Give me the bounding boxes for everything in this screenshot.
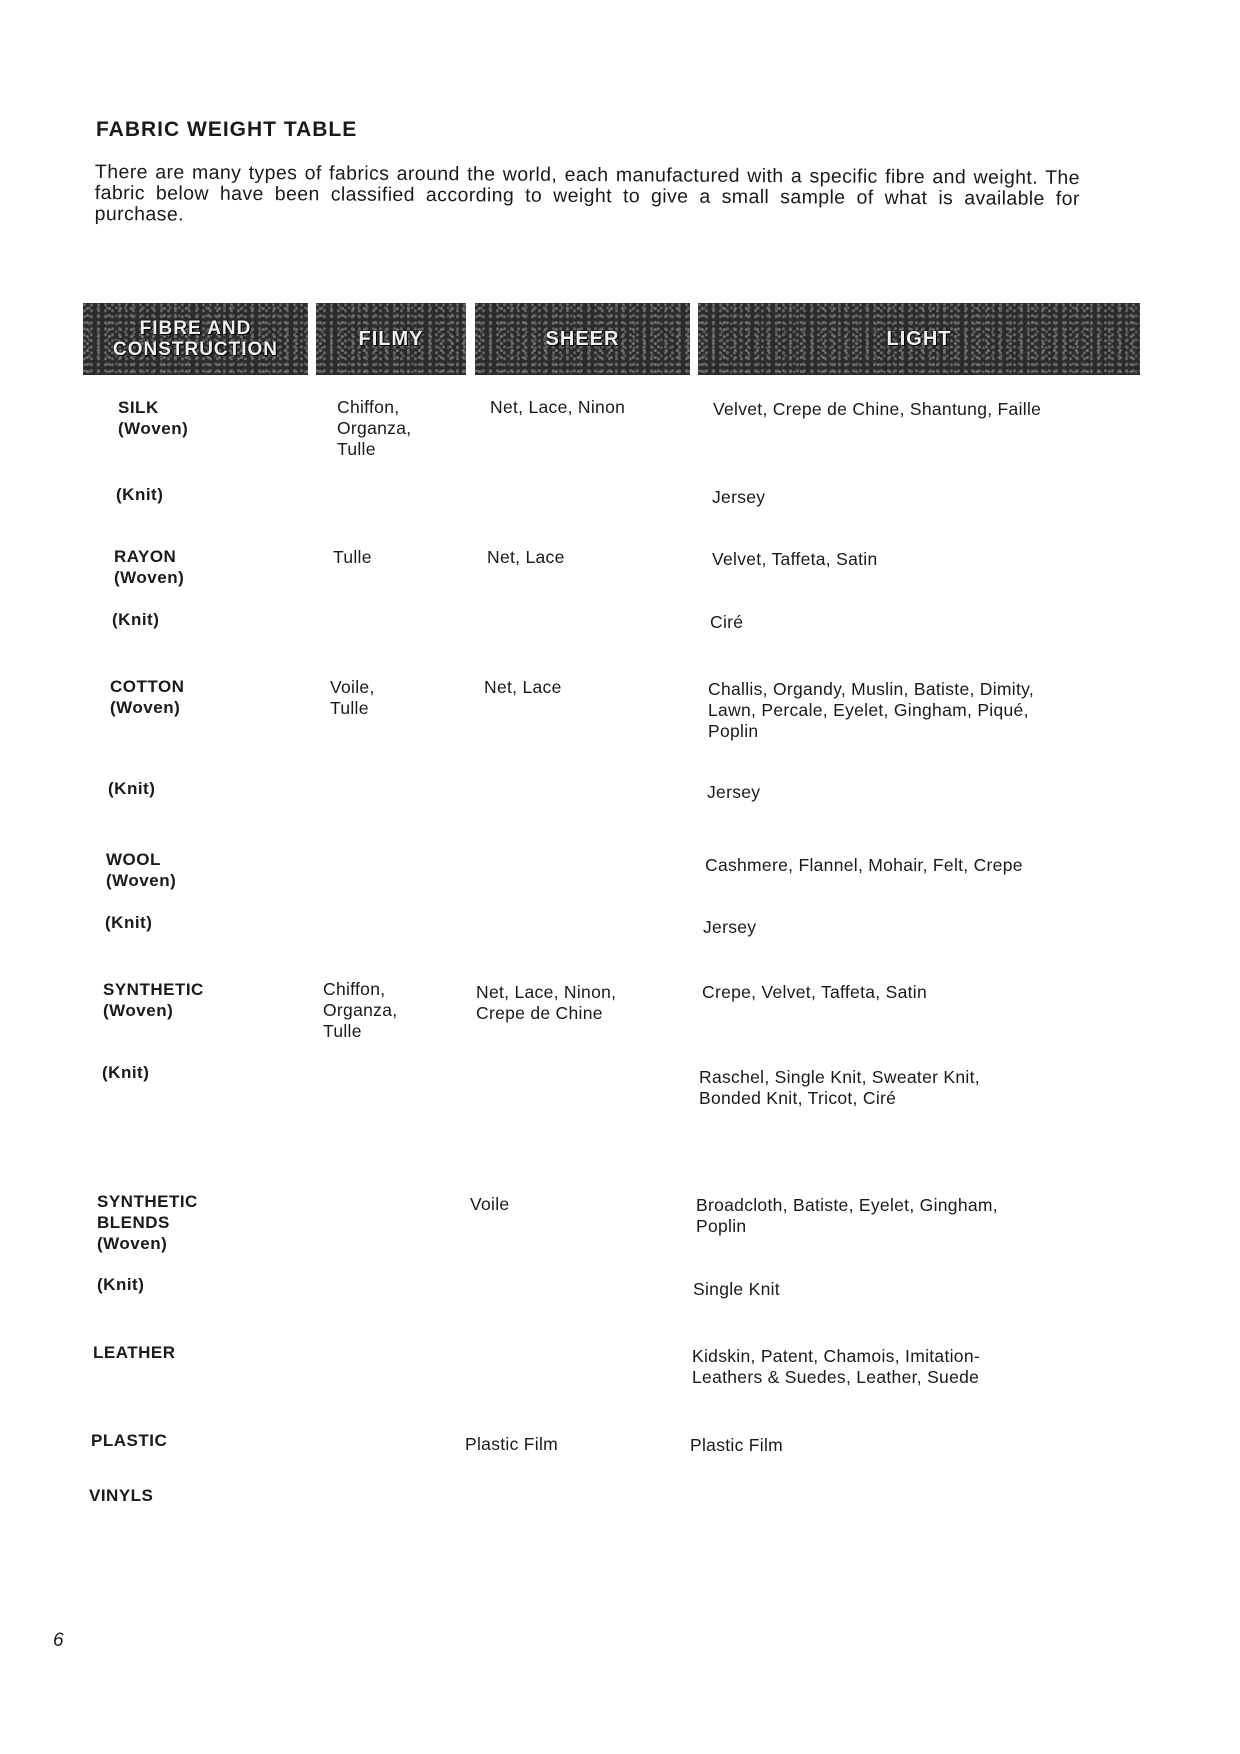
page-title: FABRIC WEIGHT TABLE (96, 118, 358, 141)
row-light: Cashmere, Flannel, Mohair, Felt, Crepe (705, 855, 1023, 875)
row-sheer: Net, Lace, Ninon (490, 397, 626, 417)
page-number: 6 (53, 1630, 64, 1651)
row-light: Kidskin, Patent, Chamois, Imitation- Leathers & Suedes, Leather, Suede (692, 1346, 980, 1387)
row-fibre: RAYON (Woven) (114, 547, 185, 587)
row-light: Plastic Film (690, 1435, 784, 1455)
row-light: Crepe, Velvet, Taffeta, Satin (702, 982, 927, 1002)
row-sheer: Net, Lace (487, 547, 565, 567)
row-light: Jersey (707, 782, 761, 802)
row-fibre: (Knit) (105, 913, 153, 932)
row-sheer: Plastic Film (465, 1434, 559, 1454)
row-filmy: Tulle (333, 547, 372, 567)
header-fibre-construction: FIBRE AND CONSTRUCTION (83, 303, 308, 375)
row-fibre: SILK (Woven) (118, 398, 189, 438)
row-light: Velvet, Crepe de Chine, Shantung, Faille (713, 399, 1042, 419)
header-filmy: FILMY (316, 303, 466, 375)
row-fibre: PLASTIC (91, 1431, 168, 1450)
row-light: Ciré (710, 612, 744, 632)
row-sheer: Net, Lace, Ninon, Crepe de Chine (476, 982, 617, 1023)
row-light: Velvet, Taffeta, Satin (712, 549, 878, 569)
row-sheer: Voile (470, 1194, 510, 1214)
row-fibre: (Knit) (108, 779, 156, 798)
row-fibre: COTTON (Woven) (110, 677, 185, 717)
row-filmy: Chiffon, Organza, Tulle (337, 397, 412, 459)
row-filmy: Chiffon, Organza, Tulle (323, 979, 398, 1041)
row-filmy: Voile, Tulle (330, 677, 375, 718)
row-fibre: VINYLS (89, 1486, 154, 1505)
header-sheer: SHEER (475, 303, 690, 375)
row-light: Raschel, Single Knit, Sweater Knit, Bonded Knit, Tricot, Ciré (699, 1067, 980, 1108)
row-fibre: (Knit) (97, 1275, 145, 1294)
intro-paragraph: There are many types of fabrics around the world, each manufactured with a specific fibre and weight. The fabric below have been classified according to weight to give a small sample of what is available for purchase. (94, 161, 1080, 226)
row-fibre: (Knit) (116, 485, 164, 504)
row-sheer: Net, Lace (484, 677, 562, 697)
header-light: LIGHT (698, 303, 1140, 375)
row-fibre: (Knit) (112, 610, 160, 629)
row-fibre: SYNTHETIC BLENDS (Woven) (97, 1192, 198, 1253)
row-fibre: WOOL (Woven) (106, 850, 177, 890)
row-light: Jersey (703, 917, 757, 937)
row-light: Jersey (712, 487, 766, 507)
row-light: Challis, Organdy, Muslin, Batiste, Dimity, Lawn, Percale, Eyelet, Gingham, Piqué, Poplin (708, 679, 1035, 741)
row-fibre: (Knit) (102, 1063, 150, 1082)
row-light: Broadcloth, Batiste, Eyelet, Gingham, Poplin (696, 1195, 998, 1236)
row-fibre: SYNTHETIC (Woven) (103, 980, 204, 1020)
row-light: Single Knit (693, 1279, 780, 1299)
row-fibre: LEATHER (93, 1343, 176, 1362)
